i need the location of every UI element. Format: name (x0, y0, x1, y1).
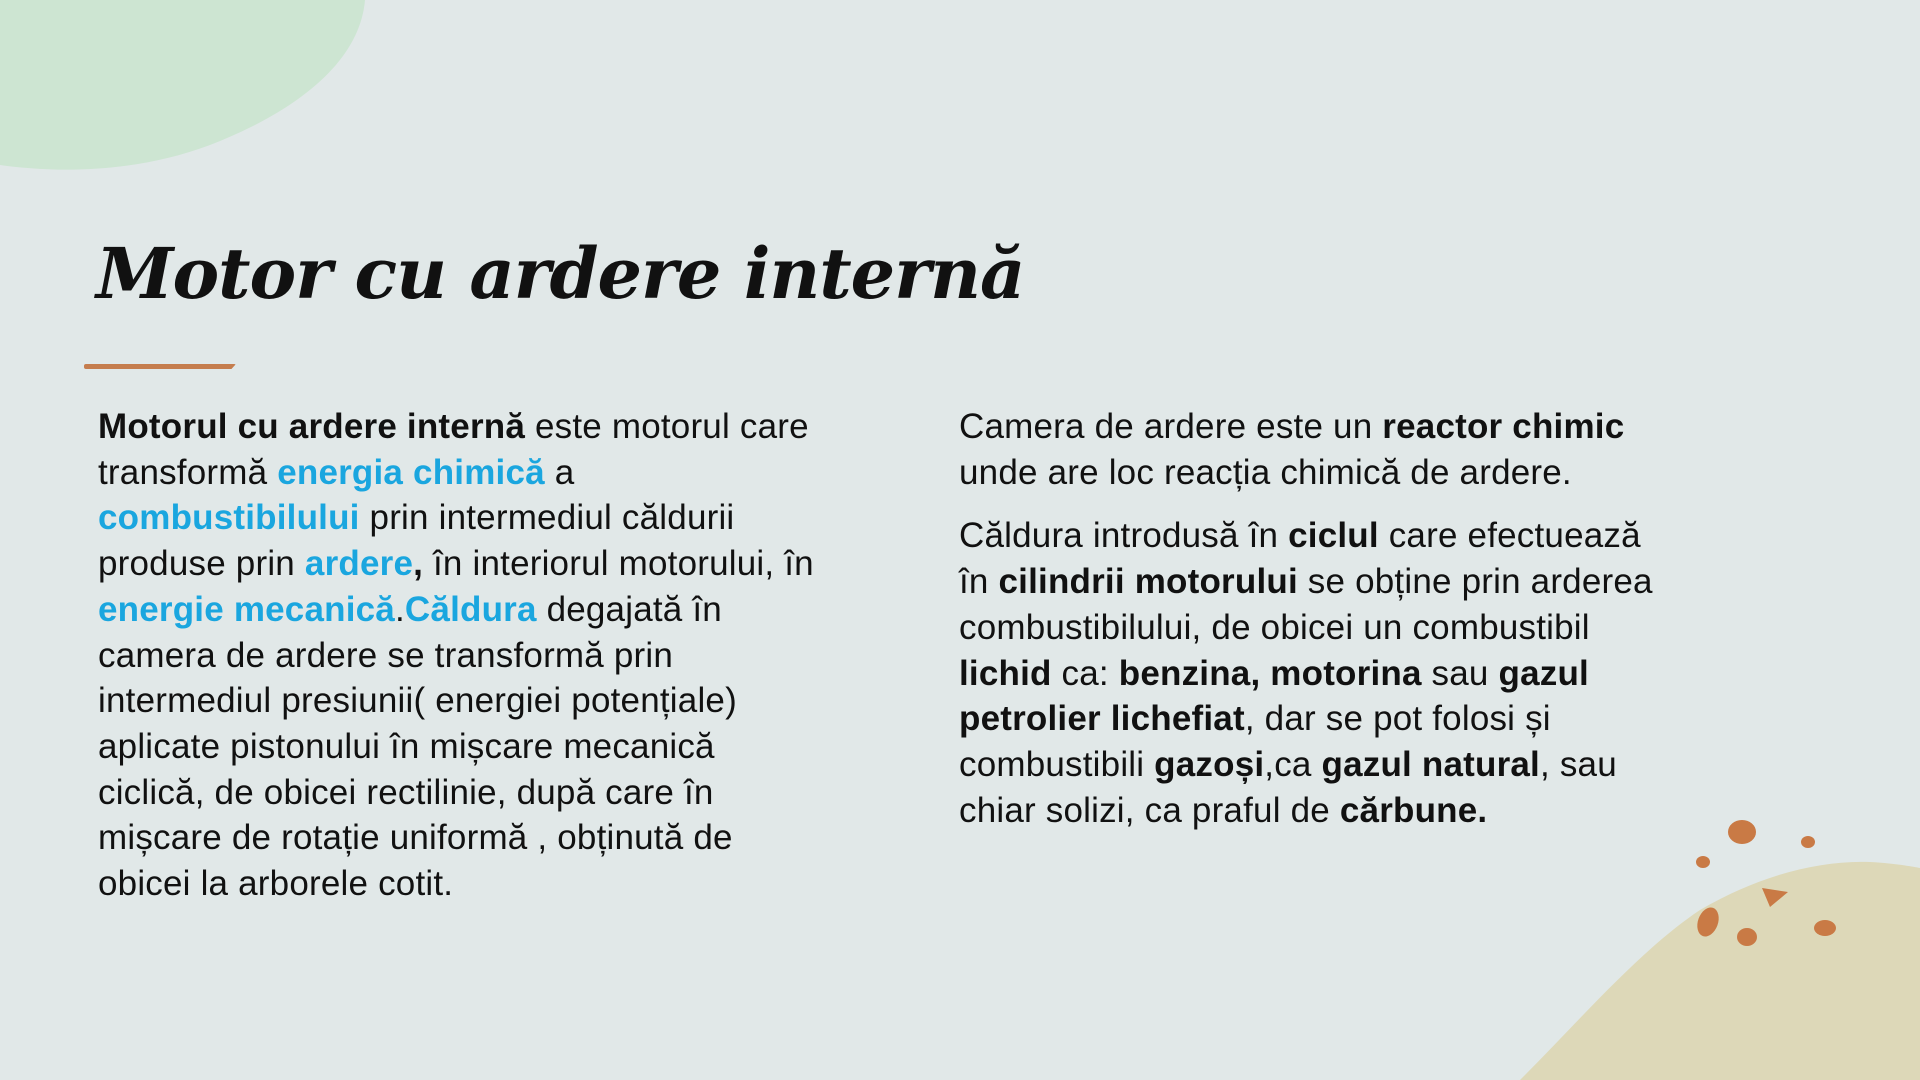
right-text-column (959, 404, 1659, 851)
bold-term: Motorul cu ardere internă (98, 407, 526, 446)
fuel-paragraph: Căldura introdusă în ciclul care efectuează în cilindrii motorului se obține prin arderea combustibilului, de obicei un combustibil lichid ca: benzina, motorina sau gazul petrolier lichefiat, dar se pot folosi și combustibili gazoși,ca gazul natural, sau chiar solizi, ca praful de cărbune. (959, 516, 1653, 830)
bold-term: gazul natural (1321, 744, 1540, 784)
title-underline (84, 364, 236, 369)
bold-term: cilindrii motorului (998, 562, 1298, 602)
bold-term: gazoși (1154, 744, 1265, 784)
definition-paragraph: Motorul cu ardere internă este motorul care transformă energia chimică a combustibilului prin intermediul căldurii produse prin ardere, în interiorul motorului, în energie mecanică.Căldura degajată în camera de ardere se transformă prin intermediul presiunii( energiei potențiale) aplicate pistonului în mișcare mecanică ciclică, de obicei rectilinie, după care în mișcare de rotație uniformă , obținută de obicei la arborele cotit. (98, 407, 814, 904)
decorative-green-blob (0, 0, 370, 175)
highlight-term: combustibilului (98, 498, 360, 538)
highlight-term: energia chimică (277, 452, 545, 492)
slide-title: Motor cu ardere internă (96, 232, 1025, 315)
decorative-dots (1680, 810, 1840, 960)
highlight-term: ardere (304, 544, 414, 584)
bold-term: benzina, motorina (1118, 653, 1422, 693)
bold-term: ciclul (1288, 516, 1379, 556)
highlight-term: energie mecanică (98, 589, 395, 629)
bold-term: cărbune. (1339, 790, 1488, 830)
combustion-chamber-paragraph: Camera de ardere este un reactor chimic unde are loc reacția chimică de ardere. (959, 407, 1625, 492)
highlight-term: Căldura (404, 589, 537, 629)
bold-term: lichid (959, 653, 1052, 693)
bold-term: gazul petrolier lichefiat (959, 653, 1589, 739)
left-text-column (98, 404, 818, 925)
bold-term: reactor chimic (1382, 407, 1625, 446)
